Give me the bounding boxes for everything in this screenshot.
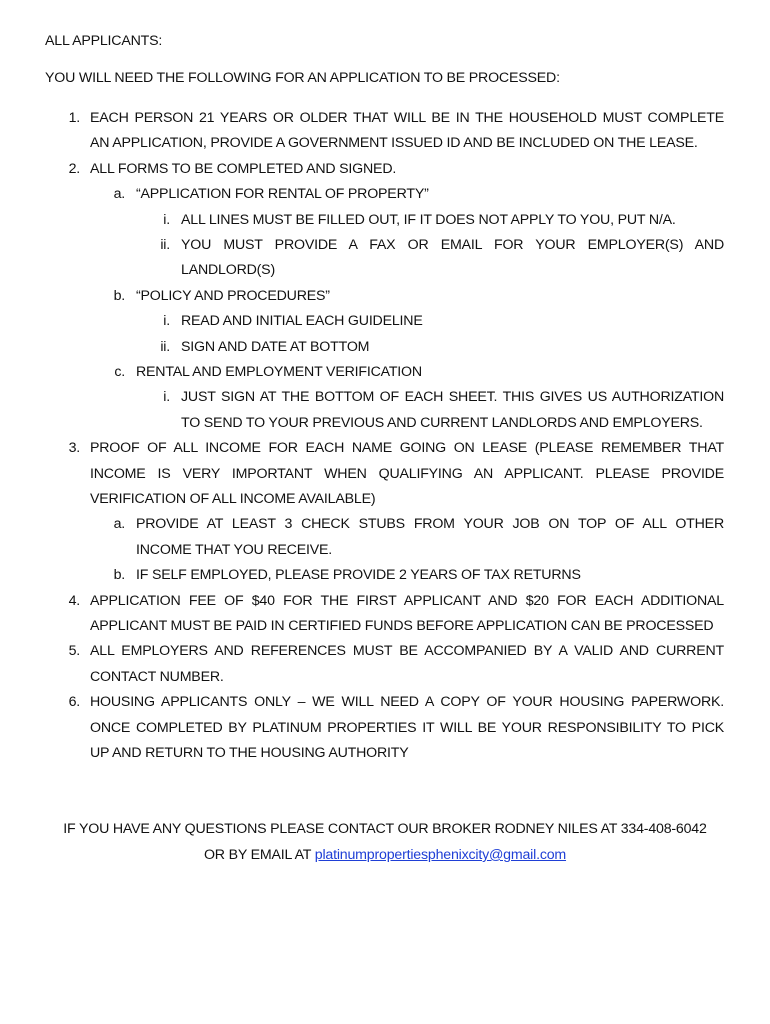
item-text-line: APPLICATION FEE OF $40 FOR THE FIRST APPLICANT AND $20 FOR EACH ADDITIONAL bbox=[90, 592, 724, 609]
email-link[interactable]: platinumpropertiesphenixcity@gmail.com bbox=[314, 847, 567, 863]
item-text-line: UP AND RETURN TO THE HOUSING AUTHORITY bbox=[90, 745, 409, 761]
subsubitem-marker: i. bbox=[163, 313, 170, 330]
item-marker: 2. bbox=[68, 160, 80, 177]
item-text-line: ONCE COMPLETED BY PLATINUM PROPERTIES IT WILL BE YOUR RESPONSIBILITY TO PICK bbox=[90, 719, 724, 736]
item-marker: 1. bbox=[68, 110, 80, 126]
subitem-marker: b. bbox=[113, 287, 125, 304]
subsubitem-marker: i. bbox=[163, 389, 170, 406]
item-text-line: EACH PERSON 21 YEARS OR OLDER THAT WILL BE IN THE HOUSEHOLD MUST COMPLETE bbox=[90, 110, 724, 126]
intro-text: YOU WILL NEED THE FOLLOWING FOR AN APPLICATION TO BE PROCESSED: bbox=[45, 70, 560, 86]
subitem-text-line: IF SELF EMPLOYED, PLEASE PROVIDE 2 YEARS OF TAX RETURNS bbox=[136, 567, 581, 584]
item-text-line: INCOME IS VERY IMPORTANT WHEN QUALIFYING AN APPLICANT. PLEASE PROVIDE bbox=[90, 465, 724, 482]
subitem-marker: c. bbox=[114, 364, 125, 380]
item-text-line: ALL EMPLOYERS AND REFERENCES MUST BE ACCOMPANIED BY A VALID AND CURRENT bbox=[90, 643, 724, 660]
item-text-line: PROOF OF ALL INCOME FOR EACH NAME GOING ON LEASE (PLEASE REMEMBER THAT bbox=[90, 440, 724, 457]
subitem-text-line: RENTAL AND EMPLOYMENT VERIFICATION bbox=[136, 364, 422, 380]
subitem-marker: a. bbox=[113, 516, 125, 533]
item-marker: 3. bbox=[68, 440, 80, 457]
item-text-line: HOUSING APPLICANTS ONLY – WE WILL NEED A COPY OF YOUR HOUSING PAPERWORK. bbox=[90, 694, 724, 711]
subsubitem-text-line: ALL LINES MUST BE FILLED OUT, IF IT DOES NOT APPLY TO YOU, PUT N/A. bbox=[181, 211, 676, 228]
item-marker: 4. bbox=[68, 592, 80, 609]
subsubitem-text-line: TO SEND TO YOUR PREVIOUS AND CURRENT LANDLORDS AND EMPLOYERS. bbox=[181, 414, 703, 431]
footer-contact-line: IF YOU HAVE ANY QUESTIONS PLEASE CONTACT OUR BROKER RODNEY NILES AT 334-408-6042 bbox=[63, 821, 707, 837]
footer-email-prefix: OR BY EMAIL AT bbox=[203, 847, 315, 863]
subsubitem-marker: ii. bbox=[160, 338, 170, 355]
subitem-text-line: “APPLICATION FOR RENTAL OF PROPERTY” bbox=[136, 186, 429, 203]
subsubitem-text-line: YOU MUST PROVIDE A FAX OR EMAIL FOR YOUR EMPLOYER(S) AND bbox=[181, 237, 724, 253]
item-marker: 5. bbox=[68, 643, 80, 660]
subsubitem-marker: ii. bbox=[160, 237, 170, 253]
subsubitem-text-line: READ AND INITIAL EACH GUIDELINE bbox=[181, 313, 423, 330]
item-text-line: AN APPLICATION, PROVIDE A GOVERNMENT ISSUED ID AND BE INCLUDED ON THE LEASE. bbox=[90, 135, 698, 152]
item-text-line: APPLICANT MUST BE PAID IN CERTIFIED FUNDS BEFORE APPLICATION CAN BE PROCESSED bbox=[90, 618, 714, 634]
subsubitem-text-line: SIGN AND DATE AT BOTTOM bbox=[181, 338, 370, 355]
item-text-line: VERIFICATION OF ALL INCOME AVAILABLE) bbox=[90, 491, 376, 507]
subitem-marker: b. bbox=[113, 567, 125, 584]
subitem-text-line: INCOME THAT YOU RECEIVE. bbox=[136, 541, 332, 558]
item-text-line: ALL FORMS TO BE COMPLETED AND SIGNED. bbox=[90, 160, 397, 177]
subitem-text-line: PROVIDE AT LEAST 3 CHECK STUBS FROM YOUR JOB ON TOP OF ALL OTHER bbox=[136, 516, 724, 533]
subitem-marker: a. bbox=[113, 186, 125, 203]
subsubitem-marker: i. bbox=[163, 211, 170, 228]
heading: ALL APPLICANTS: bbox=[45, 33, 163, 49]
subitem-text-line: “POLICY AND PROCEDURES” bbox=[136, 287, 330, 304]
item-text-line: CONTACT NUMBER. bbox=[90, 668, 224, 685]
subsubitem-text-line: LANDLORD(S) bbox=[181, 262, 275, 279]
footer-email-line bbox=[0, 846, 770, 864]
item-marker: 6. bbox=[68, 694, 80, 711]
subsubitem-text-line: JUST SIGN AT THE BOTTOM OF EACH SHEET. THIS GIVES US AUTHORIZATION bbox=[181, 389, 724, 406]
